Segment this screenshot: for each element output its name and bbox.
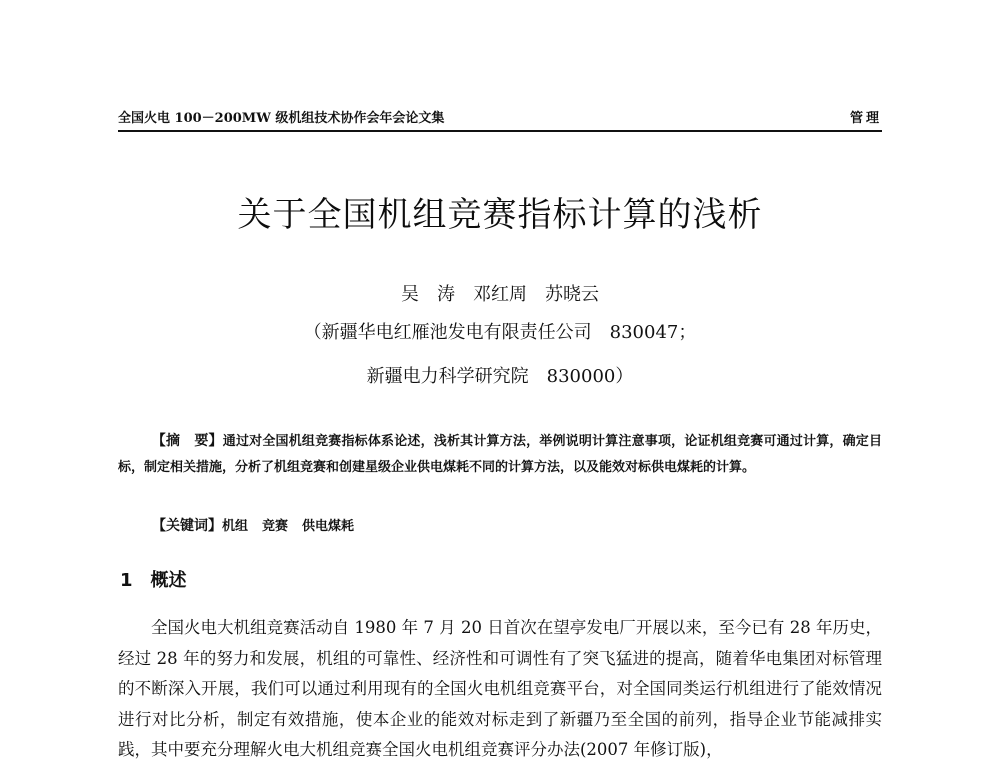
section-number: 1	[120, 570, 133, 591]
section-title: 概述	[150, 570, 187, 591]
authors: 吴 涛 邓红周 苏晓云	[401, 284, 599, 305]
section-heading	[120, 568, 187, 594]
abstract-text: 通过对全国机组竞赛指标体系论述，浅析其计算方法，举例说明计算注意事项，论证机组竞赛可通过计算，确定目标，制定相关措施，分析了机组竞赛和创建星级企业供电煤耗不同的计算方法，以及能效对标供电煤耗的计算。	[118, 434, 882, 475]
keyword: 竞赛	[262, 519, 289, 534]
abstract-label: 【摘 要】	[151, 433, 223, 449]
keywords-label: 【关键词】	[152, 518, 222, 534]
affiliation-2: 新疆电力科学研究院 830000）	[366, 366, 634, 387]
header-proceedings-title: 全国火电 100－200MW 级机组技术协作会年会论文集	[118, 111, 445, 126]
body-paragraph: 全国火电大机组竞赛活动自 1980 年 7 月 20 日首次在望亭发电厂开展以来，至今已有 28 年历史，经过 28 年的努力和发展，机组的可靠性、经济性和可调性有了突飞猛进的提高，随着华电集团对标管理的不断深入开展，我们可以通过利用现有的全国火电机组竞赛平台，对全国同类运行机组进行了能效情况进行对比分析，制定有效措施，使本企业的能效对标走到了新疆乃至全国的前列，指导企业节能减排实践，其中要充分理解火电大机组竞赛全国火电机组竞赛评分办法(2007 年修订版)，	[118, 618, 882, 759]
running-header	[118, 106, 882, 132]
paper-title: 关于全国机组竞赛指标计算的浅析	[237, 195, 763, 235]
keyword: 供电煤耗	[302, 519, 355, 534]
affiliation-1: （新疆华电红雁池发电有限责任公司 830047；	[303, 322, 697, 343]
keywords	[118, 514, 882, 539]
abstract	[118, 428, 882, 481]
keyword: 机组	[222, 519, 249, 534]
header-section-label: 管理	[849, 111, 882, 126]
